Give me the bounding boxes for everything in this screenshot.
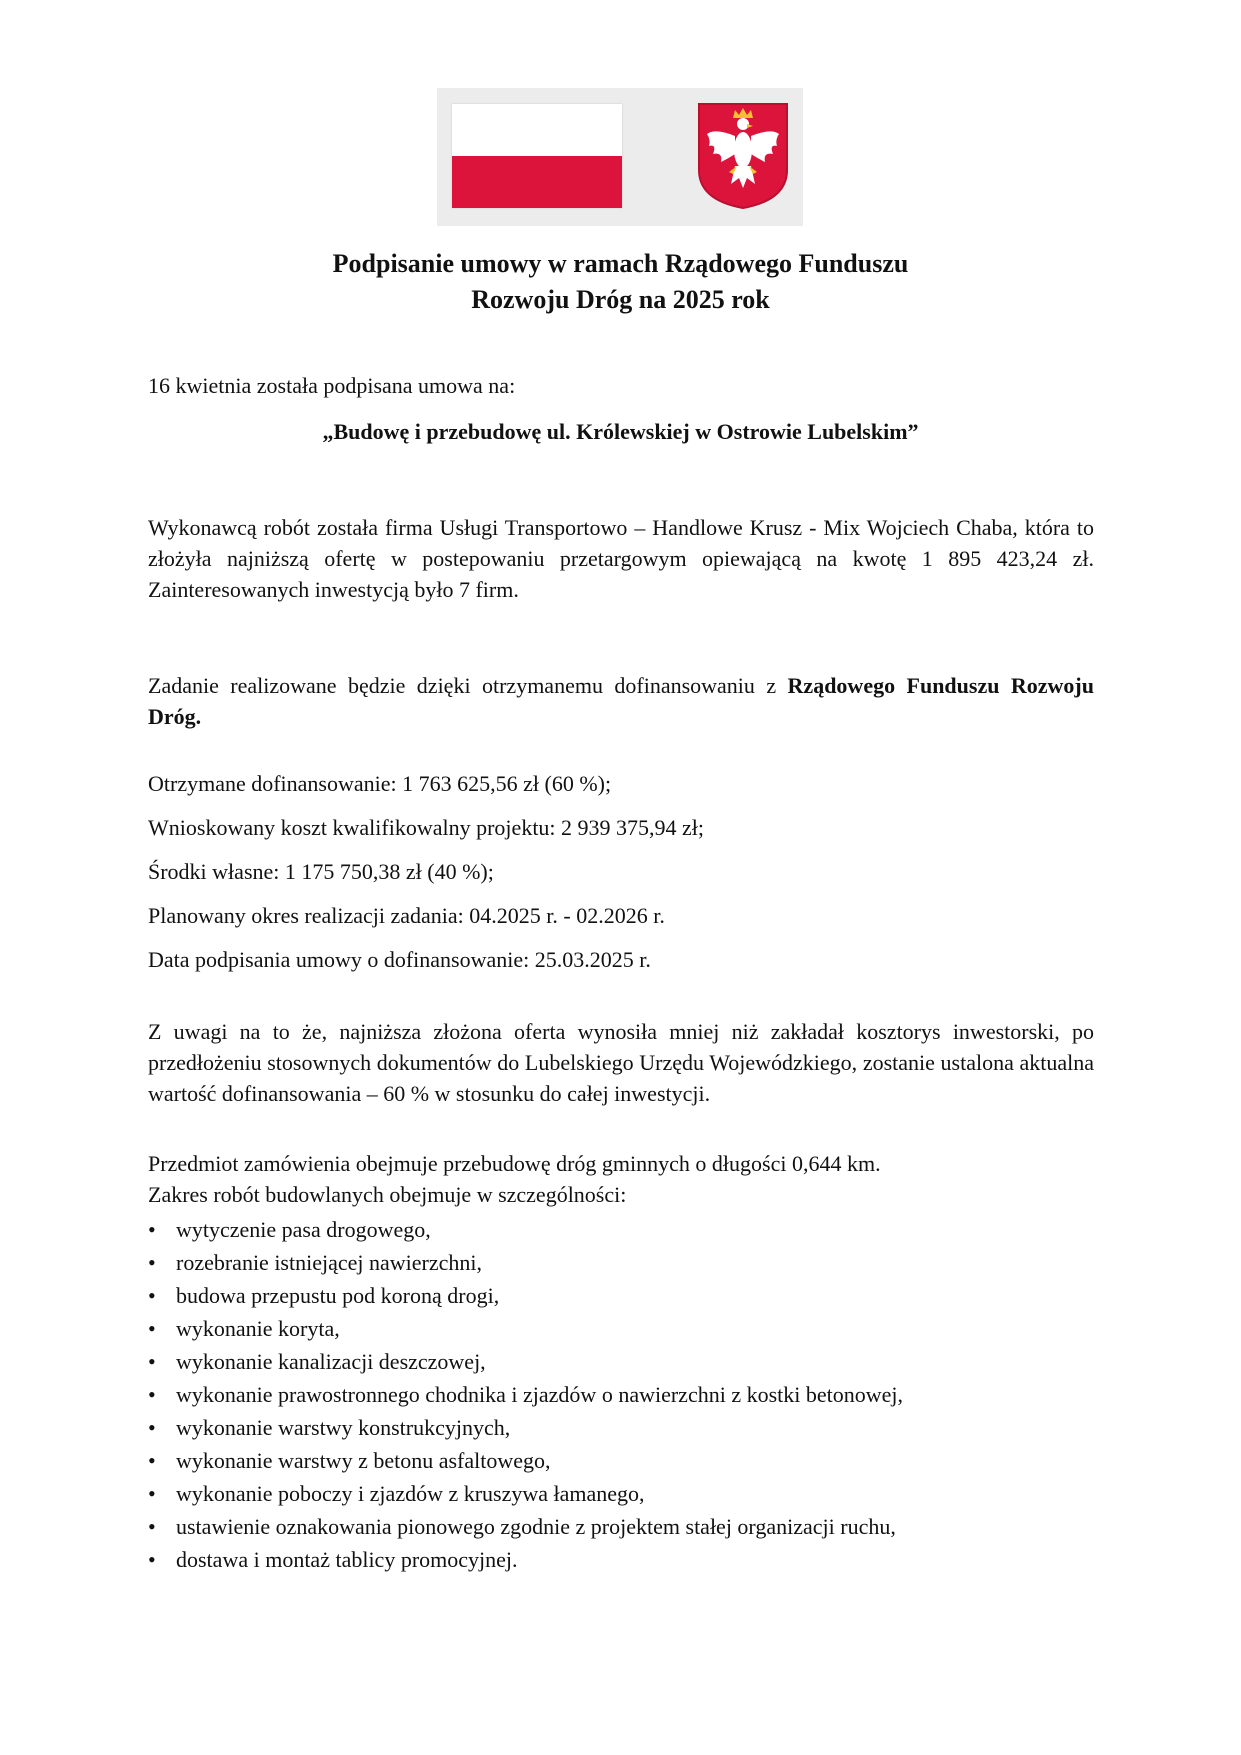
scope-line-2: Zakres robót budowlanych obejmuje w szczególności: <box>148 1182 627 1207</box>
project-name: „Budowę i przebudowę ul. Królewskiej w Ostrowie Lubelskim” <box>322 419 919 444</box>
list-item: • wykonanie koryta, <box>148 1313 903 1346</box>
list-item: • rozebranie istniejącej nawierzchni, <box>148 1247 903 1280</box>
data-row-signing-date: Data podpisania umowy o dofinansowanie: 25.03.2025 r. <box>148 947 651 972</box>
funding-text: Zadanie realizowane będzie dzięki otrzymanemu dofinansowaniu z <box>148 673 788 698</box>
list-item: • wykonanie poboczy i zjazdów z kruszywa łamanego, <box>148 1478 903 1511</box>
title-line-1: Podpisanie umowy w ramach Rządowego Funduszu <box>332 249 909 278</box>
list-item: • wykonanie warstwy z betonu asfaltowego, <box>148 1445 903 1478</box>
data-row-own-funds: Środki własne: 1 175 750,38 zł (40 %); <box>148 859 494 884</box>
header-image <box>437 88 803 226</box>
list-item: • wykonanie prawostronnego chodnika i zjazdów o nawierzchni z kostki betonowej, <box>148 1379 903 1412</box>
title-line-2: Rozwoju Dróg na 2025 rok <box>471 285 770 314</box>
page-title <box>0 246 1241 318</box>
scope-line-1: Przedmiot zamówienia obejmuje przebudowę dróg gminnych o długości 0,644 km. <box>148 1151 881 1176</box>
note-paragraph: Z uwagi na to że, najniższa złożona oferta wynosiła mniej niż zakładał kosztorys inwestorski, po przedłożeniu stosownych dokumentów do Lubelskiego Urzędu Wojewódzkiego, zostanie ustalona aktualna wartość dofinansowania – 60 % w stosunku do całej inwestycji. <box>148 1019 1094 1106</box>
list-item: • wykonanie warstwy konstrukcyjnych, <box>148 1412 903 1445</box>
scope-paragraph <box>148 1148 1094 1210</box>
data-row-funding-received: Otrzymane dofinansowanie: 1 763 625,56 zł (60 %); <box>148 771 612 796</box>
list-item: • dostawa i montaż tablicy promocyjnej. <box>148 1544 903 1577</box>
works-scope-list <box>148 1214 903 1577</box>
list-item: • budowa przepustu pod koroną drogi, <box>148 1280 903 1313</box>
data-row-eligible-cost: Wnioskowany koszt kwalifikowalny projektu: 2 939 375,94 zł; <box>148 815 705 840</box>
fund-name: Rządowego Funduszu Rozwoju Dróg. <box>148 673 1094 729</box>
funding-paragraph <box>148 670 1094 732</box>
funding-data-list <box>148 768 704 988</box>
data-row-implementation-period: Planowany okres realizacji zadania: 04.2025 r. - 02.2026 r. <box>148 903 665 928</box>
polish-flag-icon <box>452 104 622 208</box>
white-eagle-coat-of-arms-icon <box>695 100 791 212</box>
intro-text: 16 kwietnia została podpisana umowa na: <box>148 373 516 398</box>
list-item: • wykonanie kanalizacji deszczowej, <box>148 1346 903 1379</box>
list-item: • ustawienie oznakowania pionowego zgodnie z projektem stałej organizacji ruchu, <box>148 1511 903 1544</box>
contractor-paragraph: Wykonawcą robót została firma Usługi Transportowo – Handlowe Krusz - Mix Wojciech Chaba, która to złożyła najniższą ofertę w postepowaniu przetargowym opiewającą na kwotę 1 895 423,24 zł. Zainteresowanych inwestycją było 7 firm. <box>148 515 1094 602</box>
list-item: • wytyczenie pasa drogowego, <box>148 1214 903 1247</box>
